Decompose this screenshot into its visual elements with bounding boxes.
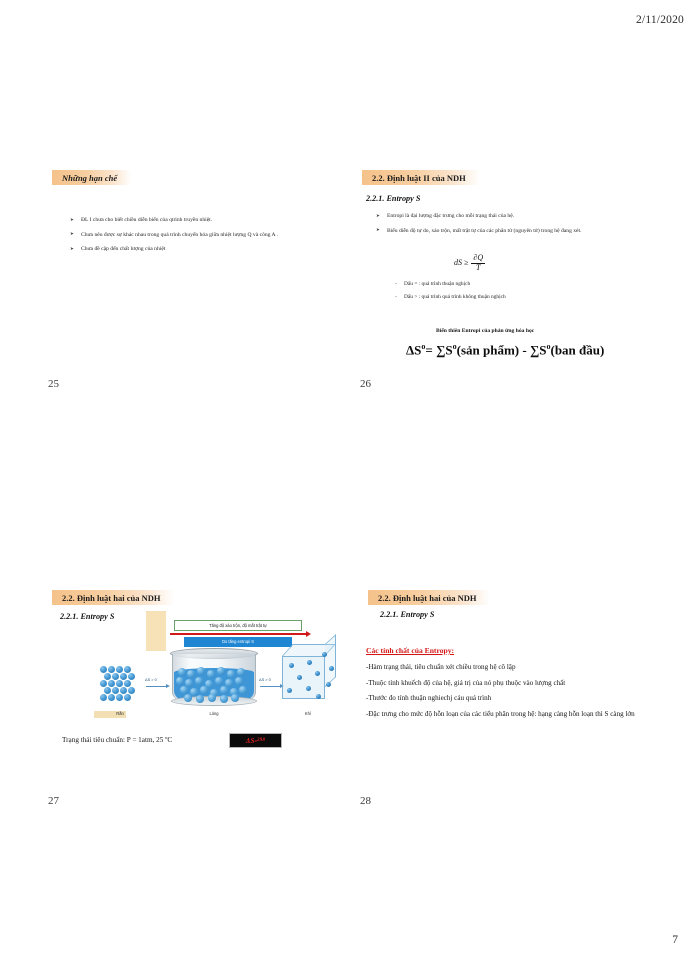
chip-subscript: 298 [256,738,266,743]
formula-relation: ≥ [464,258,469,268]
molecule-icon [208,694,216,702]
molecule-icon [176,677,184,685]
formula-equals: = [425,342,437,358]
molecule-icon [128,673,135,680]
slide-26-dash-notes-wrap [394,280,644,307]
molecule-icon [225,679,233,687]
list-item: -Đặc trưng cho mức độ hỗn loạn của các tiểu phân trong hệ: hạng càng hỗn loạn thì S càng lớn [366,709,635,718]
standard-state-text: Trạng thái tiêu chuẩn: P = 1atm, 25 ºC [62,736,173,744]
disorder-increase-ribbon: Tăng độ xáo trộn, độ mất trật tự [174,620,302,631]
entropy-properties-list [366,662,651,724]
molecule-icon [237,668,245,676]
molecule-icon [326,682,331,687]
solid-to-liquid-arrow-icon [146,686,166,687]
molecule-icon [128,687,135,694]
molecule-icon [227,670,235,678]
page-header-date: 2/11/2020 [635,14,684,26]
list-item: -Thước đo tính thuận nghiechj cáu quá trình [366,694,492,703]
entropy-properties-heading: Các tính chất của Entropy: [366,646,455,655]
formula-term1-superscript: o [452,342,457,351]
formula-term2-superscript: o [546,342,551,351]
slide-number-26: 26 [360,378,371,390]
slide-number-28: 28 [360,795,371,807]
molecule-icon [231,694,239,702]
entropy-change-caption: Biến thiên Entropi của phản ứng hóa học [436,328,535,334]
molecule-icon [185,679,193,687]
liquid-to-gas-arrow-icon [260,686,280,687]
liquid-state-illustration [170,648,258,710]
chip-symbol: ΔS [245,736,255,745]
slide-26-bullet-list-wrap [376,212,654,241]
tan-placeholder-rect [146,611,166,651]
slide-25-bullet-list-wrap [70,216,338,260]
molecule-icon [220,686,228,694]
molecule-icon [108,694,115,701]
slide-26-subtitle: 2.2.1. Entropy S [366,194,421,203]
list-item: ➤ Entropi là đại lượng đặc trưng cho mỗi trạng thái của hệ. [376,212,654,221]
formula-fraction [471,254,485,272]
state-caption-liquid: Lỏng [209,711,219,716]
slide-number-25: 25 [48,378,59,390]
molecule-icon [200,686,208,694]
list-item: ➤ Biểu diễn độ tự do, xáo trộn, mất trật tự của các phân tử (nguyên tử) trong hệ đang xét. [376,227,654,236]
formula-minus: - [519,342,530,358]
molecule-icon [180,686,188,694]
state-caption-solid: Rắn [116,711,124,716]
solid-to-liquid-arrow-label: ΔS > 0 [145,677,157,682]
list-item: - Dấu = : quá trình thuận nghịch [394,280,644,288]
liquid-to-gas-arrow-label: ΔS > 0 [259,677,271,682]
slide-number-27: 27 [48,795,59,807]
slide-26-bullet-list [376,212,654,236]
slide-26-title-banner: 2.2. Định luật II của NDH [362,170,480,185]
slide-27-title-banner: 2.2. Định luật hai của NDH [52,590,174,605]
list-item: ➤ ĐL I chưa cho biết chiều diễn biến của qtrinh truyền nhiệt. [70,216,338,225]
molecule-icon [187,670,195,678]
entropy-change-formula [406,342,604,358]
molecule-icon [235,677,243,685]
slide-27-body [46,588,346,760]
molecule-icon [207,670,215,678]
list-item: -Hàm trạng thái, tiêu chuẩn xét chiều trong hệ cô lập [366,663,516,671]
slide-26-body [358,168,658,368]
formula-lead-superscript: o [421,342,426,351]
molecule-icon [220,695,228,703]
red-arrow-icon [170,633,307,635]
slide-25-body [46,168,346,368]
page-footer-number: 7 [672,934,678,946]
slide-25-bullet-list [70,216,338,254]
slide-26 [358,168,658,368]
formula-term1-text: (sản phẩm) [456,342,520,358]
entropy-inequality-formula [454,254,485,272]
slide-27-subtitle: 2.2.1. Entropy S [60,612,115,621]
formula-lhs: dS [454,258,462,268]
molecule-icon [196,695,204,703]
molecule-icon [197,667,205,675]
formula-denominator: T [476,262,481,272]
state-caption-gas: Khí [304,711,312,716]
slide-25 [46,168,346,368]
formula-lead: ΔS [406,342,422,358]
list-item: - Dấu > : quá trình quá trình không thuận nghịch [394,293,644,301]
slide-28-title-banner: 2.2. Định luật hai của NDH [368,590,490,605]
standard-entropy-symbol-chip [229,733,282,748]
slide-27 [46,588,346,760]
formula-term2-sigma: ∑S [529,342,547,358]
cube-side-face [325,634,336,687]
molecule-icon [124,694,131,701]
entropy-increase-ribbon: Do tăng entropi S [184,637,292,647]
molecule-icon [239,686,247,694]
molecule-icon [116,694,123,701]
formula-term1-sigma: ∑S [436,342,453,358]
list-item: ➤ Chưa đề cập đến chất lượng của nhiệt [70,245,338,254]
slide-28 [358,588,658,760]
states-of-matter-diagram [90,608,340,726]
slide-28-body [358,588,658,760]
slide-25-title-banner: Những hạn chế [52,170,131,185]
slide-28-subtitle: 2.2.1. Entropy S [380,610,435,619]
gas-state-illustration [282,644,338,706]
molecule-icon [100,694,107,701]
molecule-icon [217,667,225,675]
molecule-icon [195,677,203,685]
chip-superscript: o [254,738,257,743]
molecule-icon [178,668,186,676]
slide-26-dash-notes [394,280,644,302]
molecule-icon [215,677,223,685]
list-item: -Thuộc tính khuếch độ của hệ, giá trị của nó phụ thuộc vào lượng chất [366,678,566,687]
molecule-icon [184,694,192,702]
solid-state-illustration [98,664,142,708]
formula-numerator: ∂Q [473,253,484,262]
list-item: ➤ Chưa nêu được sự khác nhau trong quá trình chuyển hóa giữa nhiệt lượng Q và công A . [70,231,338,240]
formula-term2-text: (ban đầu) [550,342,605,358]
